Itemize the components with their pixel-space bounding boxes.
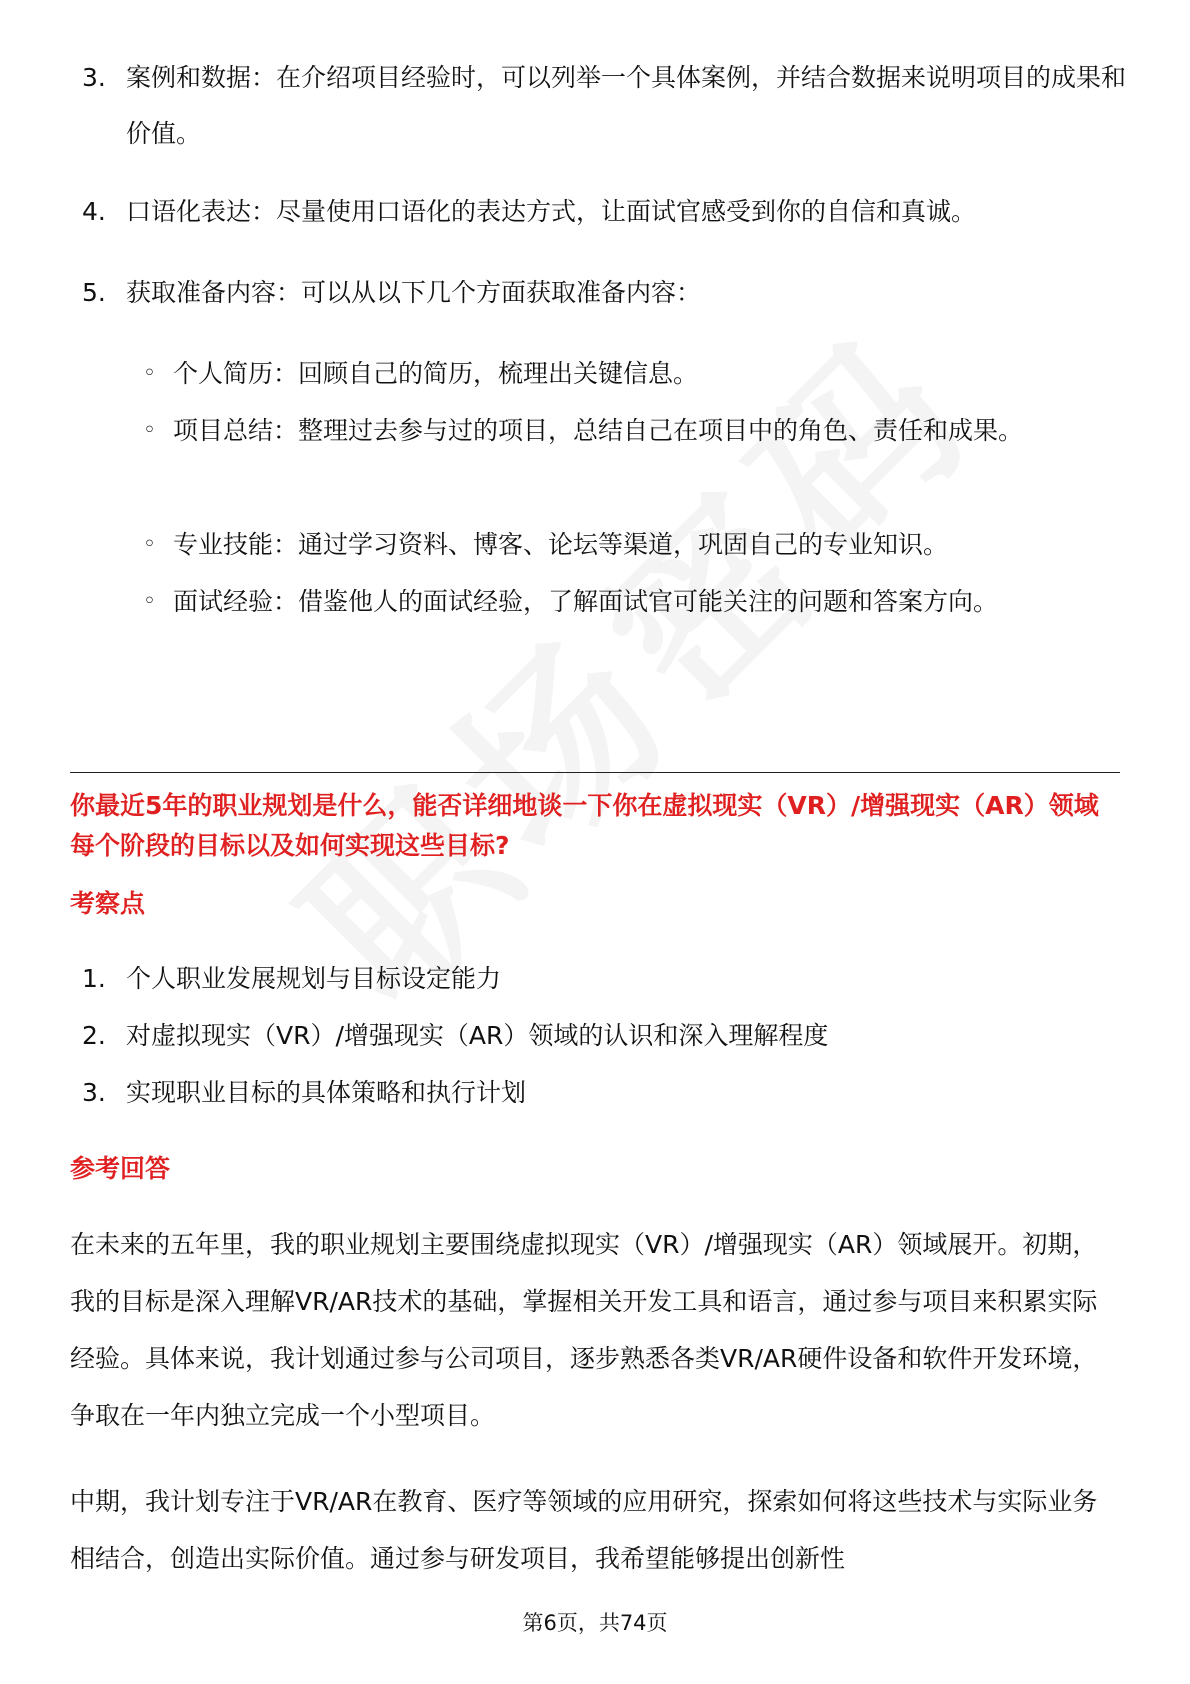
- sub-list-text: 面试经验：借鉴他人的面试经验，了解面试官可能关注的问题和答案方向。: [173, 587, 999, 616]
- list-number: 2.: [82, 1021, 106, 1050]
- sub-list-text: 专业技能：通过学习资料、博客、论坛等渠道，巩固自己的专业知识。: [173, 530, 949, 559]
- section-heading-answer: 参考回答: [70, 1154, 171, 1183]
- answer-paragraph: 中期，我计划专注于VR/AR在教育、医疗等领域的应用研究，探索如何将这些技术与实际业务相结合，创造出实际价值。通过参与研发项目，我希望能够提出创新性: [70, 1487, 1098, 1573]
- list-text: 个人职业发展规划与目标设定能力: [126, 964, 502, 993]
- list-text: 对虚拟现实（VR）/增强现实（AR）领域的认识和深入理解程度: [126, 1021, 829, 1050]
- list-text: 获取准备内容：可以从以下几个方面获取准备内容：: [126, 278, 702, 307]
- list-number: 3.: [82, 1078, 106, 1107]
- sub-list-text: 个人简历：回顾自己的简历，梳理出关键信息。: [173, 359, 699, 388]
- bullet-icon: ◦: [143, 418, 156, 443]
- list-number: 4.: [82, 197, 106, 226]
- page-number: 第6页，共74页: [522, 1611, 668, 1635]
- bullet-icon: ◦: [143, 589, 156, 614]
- section-divider: [70, 772, 1120, 773]
- list-number: 3.: [82, 63, 106, 92]
- bullet-icon: ◦: [143, 361, 156, 386]
- answer-paragraph: 在未来的五年里，我的职业规划主要围绕虚拟现实（VR）/增强现实（AR）领域展开。初期，我的目标是深入理解VR/AR技术的基础，掌握相关开发工具和语言，通过参与项目来积累实际经验。具体来说，我计划通过参与公司项目，逐步熟悉各类VR/AR硬件设备和软件开发环境，争取在一年内独立完成一个小型项目。: [70, 1230, 1098, 1430]
- bullet-icon: ◦: [143, 532, 156, 557]
- sub-list-text: 项目总结：整理过去参与过的项目，总结自己在项目中的角色、责任和成果。: [173, 416, 1024, 445]
- question-title: 你最近5年的职业规划是什么，能否详细地谈一下你在虚拟现实（VR）/增强现实（AR）领域每个阶段的目标以及如何实现这些目标?: [70, 791, 1099, 860]
- list-text: 案例和数据：在介绍项目经验时，可以列举一个具体案例，并结合数据来说明项目的成果和价值。: [126, 63, 1127, 148]
- section-heading-points: 考察点: [70, 889, 146, 918]
- list-text: 口语化表达：尽量使用口语化的表达方式，让面试官感受到你的自信和真诚。: [126, 197, 977, 226]
- list-number: 1.: [82, 964, 106, 993]
- list-text: 实现职业目标的具体策略和执行计划: [126, 1078, 527, 1107]
- list-number: 5.: [82, 278, 106, 307]
